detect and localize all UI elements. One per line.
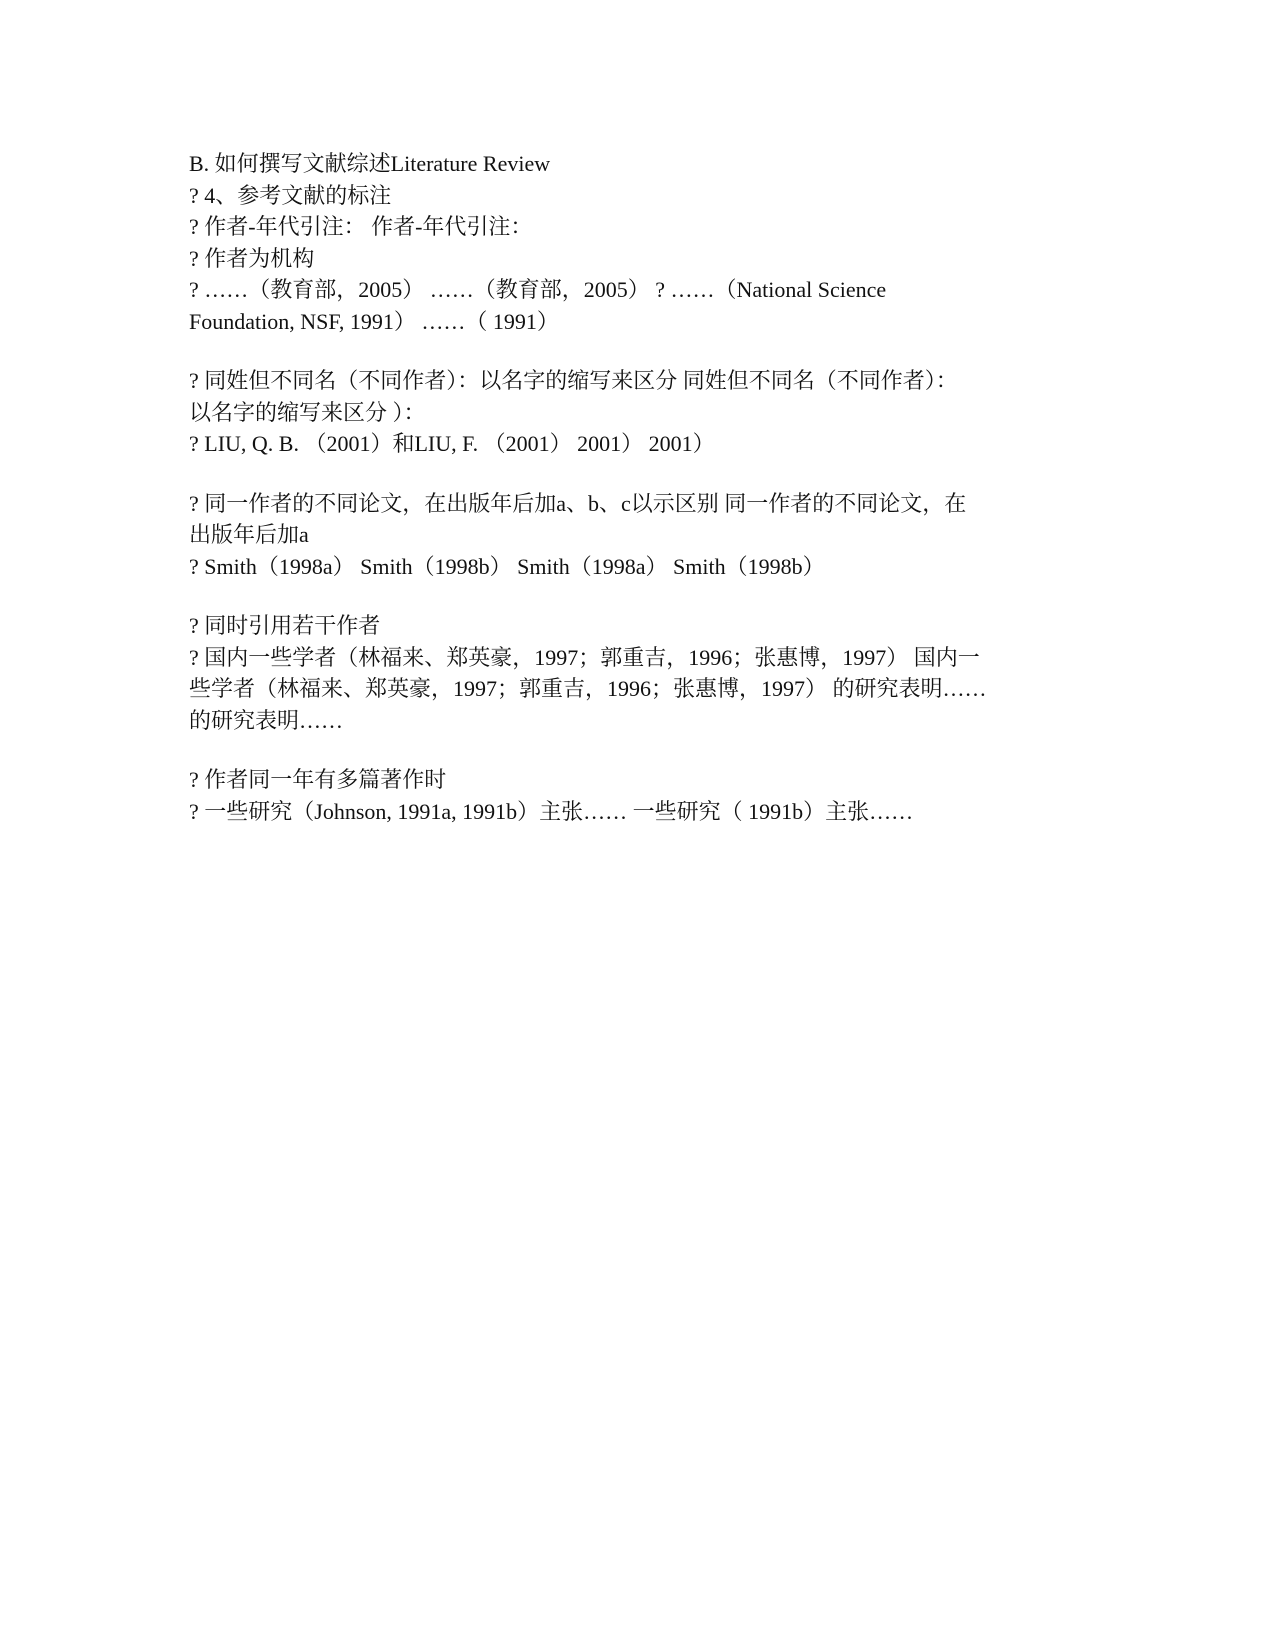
same-surname-rule-line-2: 以名字的缩写来区分 ）：: [189, 399, 426, 425]
same-year-works-example: ? 一些研究（Johnson, 1991a, 1991b）主张…… 一些研究（ 1991b）主张……: [189, 798, 914, 824]
same-surname-example: ? LIU, Q. B. （2001）和LIU, F. （2001） 2001） 2001）: [189, 431, 715, 456]
same-surname-rule-line-1: ? 同姓但不同名（不同作者）：以名字的缩写来区分 同姓但不同名（不同作者）：: [189, 368, 958, 393]
section-title: B. 如何撰写文献综述Literature Review: [189, 151, 551, 176]
bullet-author-year-citation: ? 作者-年代引注： 作者-年代引注：: [189, 214, 533, 239]
paragraph-gap: [189, 337, 1089, 365]
same-author-rule-line-2: 出版年后加a: [189, 522, 309, 547]
institution-example-line-1: ? ……（教育部，2005） ……（教育部，2005） ? ……（National Science: [189, 277, 887, 302]
same-author-rule-line-1: ? 同一作者的不同论文，在出版年后加a、b、c以示区别 同一作者的不同论文，在: [189, 490, 967, 516]
bullet-institution-author: ? 作者为机构: [189, 245, 315, 271]
paragraph-gap: [189, 460, 1089, 488]
multiple-authors-rule: ? 同时引用若干作者: [189, 613, 381, 638]
paragraph-gap: [189, 736, 1089, 764]
same-year-works-rule: ? 作者同一年有多篇著作时: [189, 767, 447, 792]
institution-example-line-2: Foundation, NSF, 1991） ……（ 1991）: [189, 308, 559, 334]
multiple-authors-example-line-3: 的研究表明……: [189, 707, 344, 733]
subsection-heading: ? 4、参考文献的标注: [189, 182, 392, 208]
multiple-authors-example-line-2: 些学者（林福来、郑英豪，1997；郭重吉，1996；张惠博，1997） 的研究表明……: [189, 676, 987, 701]
document-body: [189, 148, 1089, 827]
paragraph-gap: [189, 582, 1089, 610]
same-author-example: ? Smith（1998a） Smith（1998b） Smith（1998a） Smith（1998b）: [189, 553, 825, 579]
multiple-authors-example-line-1: ? 国内一些学者（林福来、郑英豪，1997；郭重吉，1996；张惠博，1997） 国内一: [189, 644, 980, 670]
